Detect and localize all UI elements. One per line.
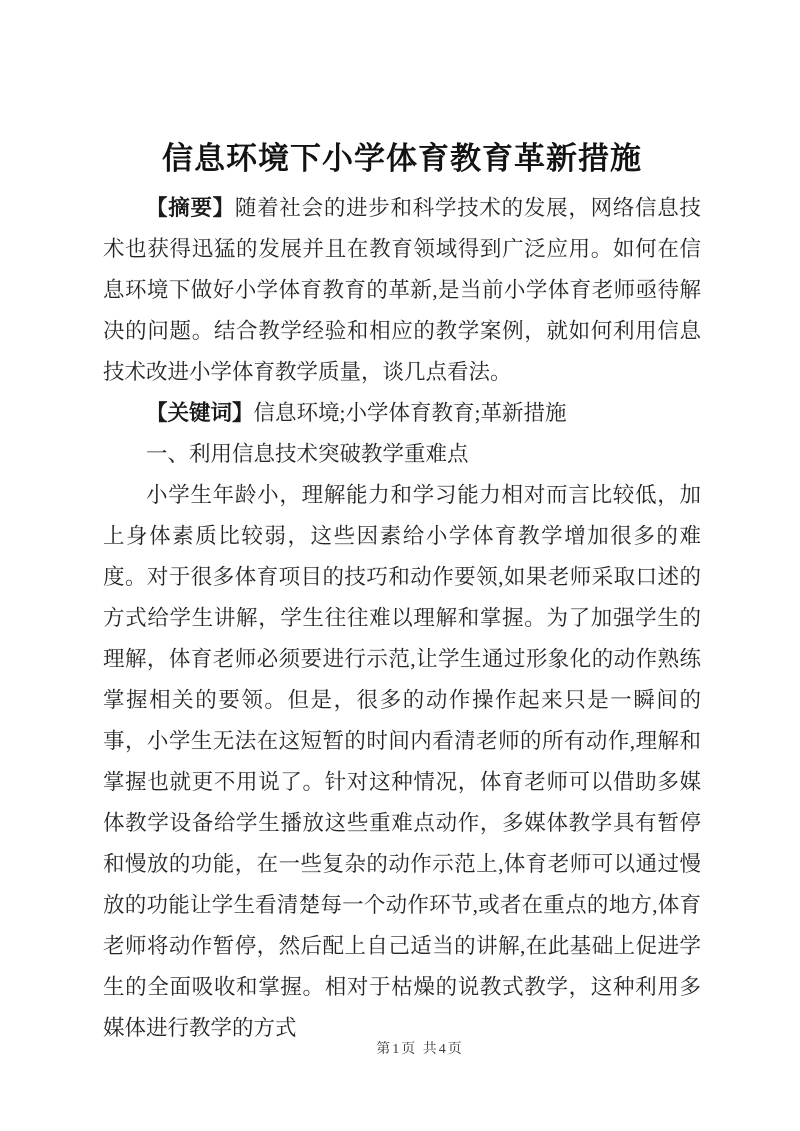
page-footer: [0, 1038, 800, 1058]
page-number-text: 第1页 共4页: [376, 1042, 464, 1057]
abstract-label: 【摘要】: [146, 196, 235, 220]
abstract-text: 随着社会的进步和科学技术的发展，网络信息技术也获得迅猛的发展并且在教育领域得到广泛应用。如何在信息环境下做好小学体育教育的革新,是当前小学体育老师亟待解决的问题。结合教学经验和相应的教学案例，就如何利用信息技术改进小学体育教学质量，谈几点看法。: [103, 196, 701, 384]
document-content: [103, 140, 701, 1049]
section-body-paragraph: 小学生年龄小，理解能力和学习能力相对而言比较低，加上身体素质比较弱，这些因素给小学体育教学增加很多的难度。对于很多体育项目的技巧和动作要领,如果老师采取口述的方式给学生讲解，学生往往难以理解和掌握。为了加强学生的理解，体育老师必须要进行示范,让学生通过形象化的动作熟练掌握相关的要领。但是，很多的动作操作起来只是一瞬间的事，小学生无法在这短暂的时间内看清老师的所有动作,理解和掌握也就更不用说了。针对这种情况，体育老师可以借助多媒体教学设备给学生播放这些重难点动作，多媒体教学具有暂停和慢放的功能，在一些复杂的动作示范上,体育老师可以通过慢放的功能让学生看清楚每一个动作环节,或者在重点的地方,体育老师将动作暂停，然后配上自己适当的讲解,在此基础上促进学生的全面吸收和掌握。相对于枯燥的说教式教学，这种利用多媒体进行教学的方式: [103, 483, 701, 1040]
keywords-paragraph: [103, 393, 701, 434]
abstract-paragraph: [103, 188, 701, 393]
keywords-label: 【关键词】: [146, 401, 254, 425]
section-heading-1: 一、利用信息技术突破教学重难点: [146, 442, 469, 466]
document-title: 信息环境下小学体育教育革新措施: [162, 141, 642, 176]
keywords-text: 信息环境;小学体育教育;革新措施: [253, 401, 567, 425]
